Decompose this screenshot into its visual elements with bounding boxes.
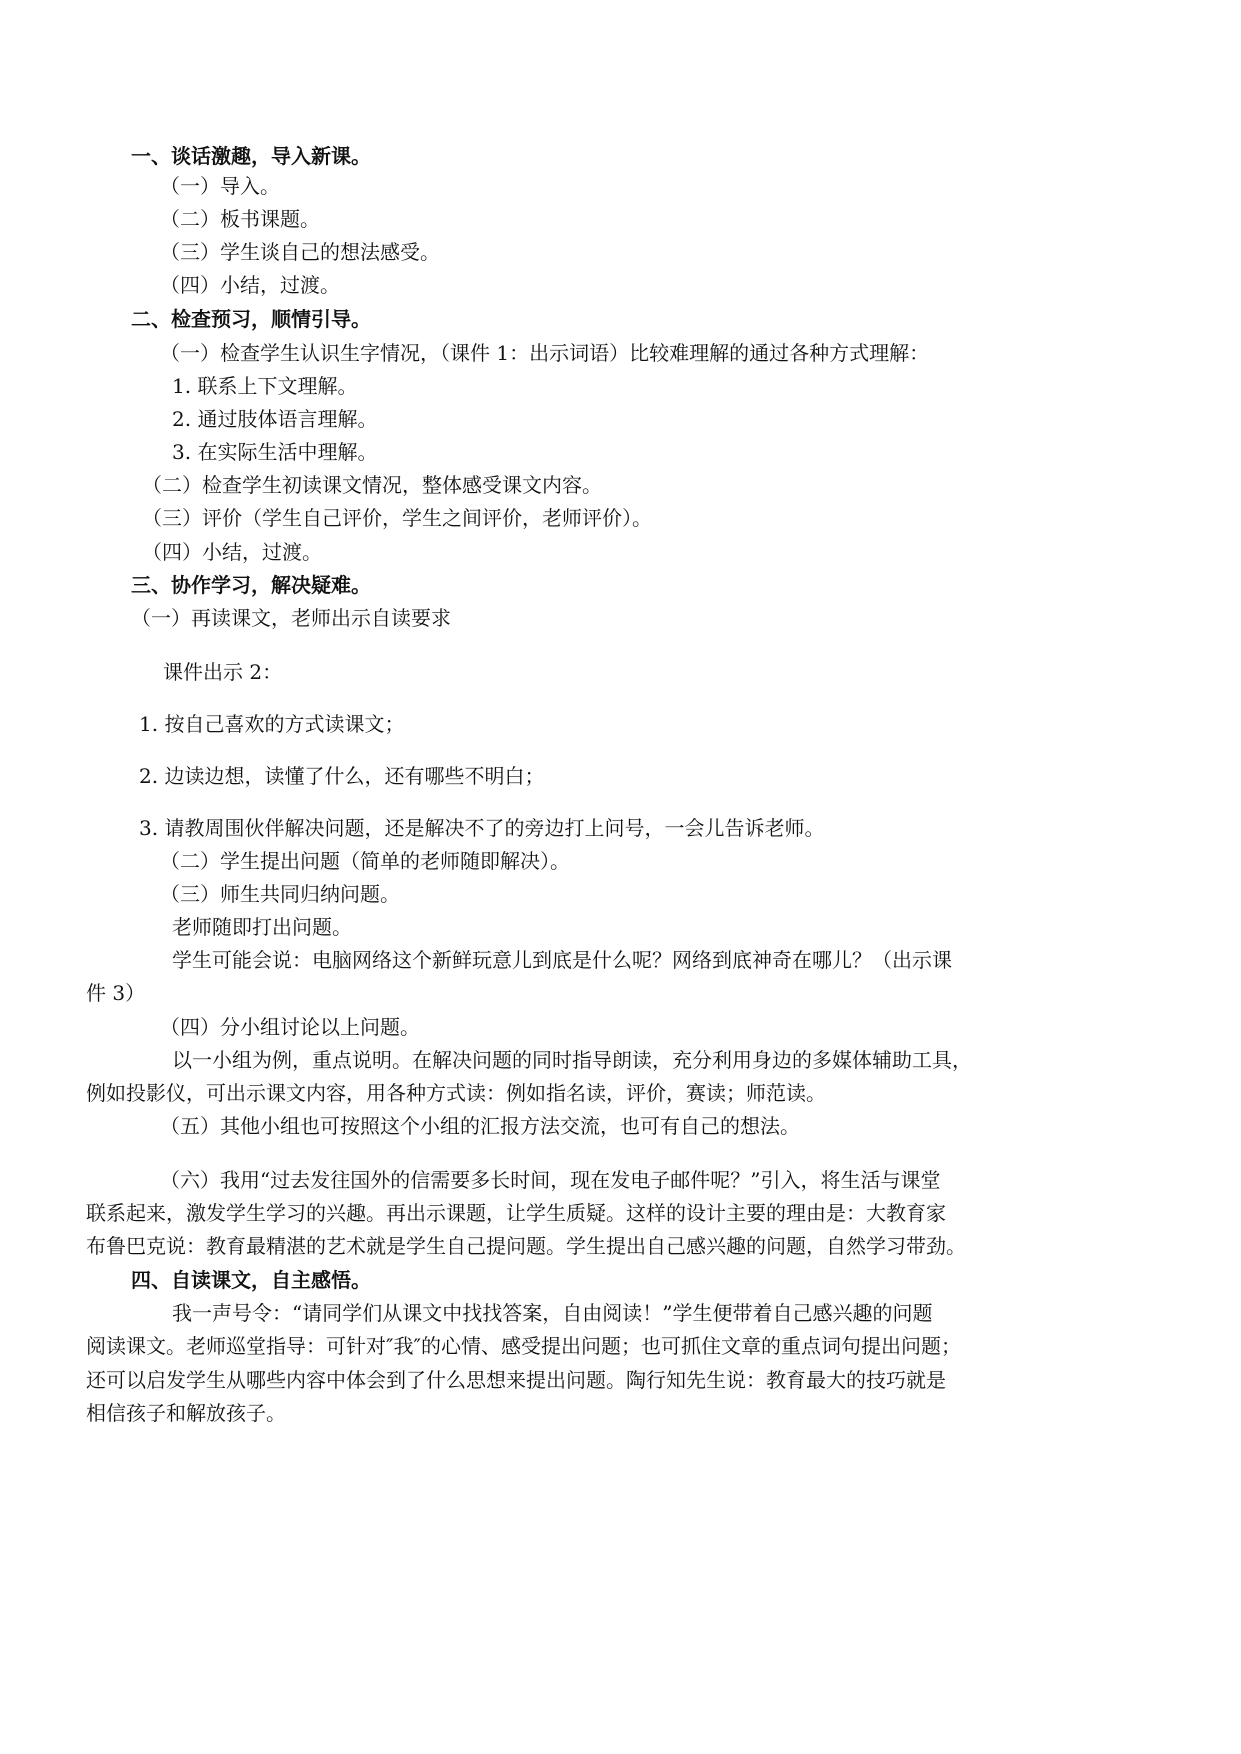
paragraph-line: （一）再读课文，老师出示自读要求 <box>131 606 451 630</box>
paragraph-line: （一）检查学生认识生字情况，（课件 1：出示词语）比较难理解的通过各种方式理解： <box>160 341 930 365</box>
section-heading-3: 三、协作学习，解决疑难。 <box>131 573 371 597</box>
section-heading-2: 二、检查预习，顺情引导。 <box>131 307 371 331</box>
list-item: 1. 按自己喜欢的方式读课文； <box>139 712 405 736</box>
paragraph-line: （一）导入。 <box>160 174 280 198</box>
paragraph-line: （二）板书课题。 <box>160 207 320 231</box>
paragraph-line: 课件出示 2： <box>163 660 283 684</box>
paragraph-line: 我一声号令：“请同学们从课文中找找答案，自由阅读！”学生便带着自己感兴趣的问题 <box>172 1301 933 1325</box>
list-item: 3. 请教周围伙伴解决问题，还是解决不了的旁边打上问号，一会儿告诉老师。 <box>139 816 825 840</box>
paragraph-line: （四）分小组讨论以上问题。 <box>160 1015 420 1039</box>
paragraph-line: 以一小组为例，重点说明。在解决问题的同时指导朗读，充分利用身边的多媒体辅助工具， <box>172 1048 972 1072</box>
paragraph-line: 例如投影仪，可出示课文内容，用各种方式读：例如指名读，评价，赛读；师范读。 <box>86 1081 826 1105</box>
paragraph-line: （二）检查学生初读课文情况，整体感受课文内容。 <box>142 473 602 497</box>
paragraph-line: 联系起来，激发学生学习的兴趣。再出示课题，让学生质疑。这样的设计主要的理由是：大教育家 <box>86 1201 946 1225</box>
paragraph-line: 布鲁巴克说：教育最精湛的艺术就是学生自己提问题。学生提出自己感兴趣的问题，自然学习带劲。 <box>86 1234 966 1258</box>
paragraph-line: （四）小结，过渡。 <box>142 540 322 564</box>
list-item: 2. 边读边想，读懂了什么，还有哪些不明白； <box>139 764 545 788</box>
paragraph-line: （三）学生谈自己的想法感受。 <box>160 240 440 264</box>
section-heading-4: 四、自读课文，自主感悟。 <box>131 1268 371 1292</box>
paragraph-line: （四）小结，过渡。 <box>160 273 340 297</box>
paragraph-line: 阅读课文。老师巡堂指导：可针对″我″的心情、感受提出问题；也可抓住文章的重点词句提出问题； <box>86 1334 961 1358</box>
paragraph-line: 还可以启发学生从哪些内容中体会到了什么思想来提出问题。陶行知先生说：教育最大的技巧就是 <box>86 1368 946 1392</box>
paragraph-line: （三）师生共同归纳问题。 <box>160 882 400 906</box>
paragraph-line: （三）评价（学生自己评价，学生之间评价，老师评价）。 <box>142 506 652 530</box>
list-item: 1. 联系上下文理解。 <box>172 374 358 398</box>
paragraph-line: 件 3） <box>86 981 146 1005</box>
paragraph-line: 老师随即打出问题。 <box>172 915 352 939</box>
paragraph-line: （二）学生提出问题（简单的老师随即解决）。 <box>160 849 570 873</box>
paragraph-line: （五）其他小组也可按照这个小组的汇报方法交流，也可有自己的想法。 <box>160 1114 800 1138</box>
paragraph-line: （六）我用“过去发往国外的信需要多长时间，现在发电子邮件呢？”引入，将生活与课堂 <box>160 1168 941 1192</box>
section-heading-1: 一、谈话激趣，导入新课。 <box>131 144 371 168</box>
paragraph-line: 学生可能会说：电脑网络这个新鲜玩意儿到底是什么呢？网络到底神奇在哪儿？（出示课 <box>172 948 952 972</box>
list-item: 2. 通过肢体语言理解。 <box>172 407 378 431</box>
list-item: 3. 在实际生活中理解。 <box>172 440 378 464</box>
paragraph-line: 相信孩子和解放孩子。 <box>86 1401 286 1425</box>
